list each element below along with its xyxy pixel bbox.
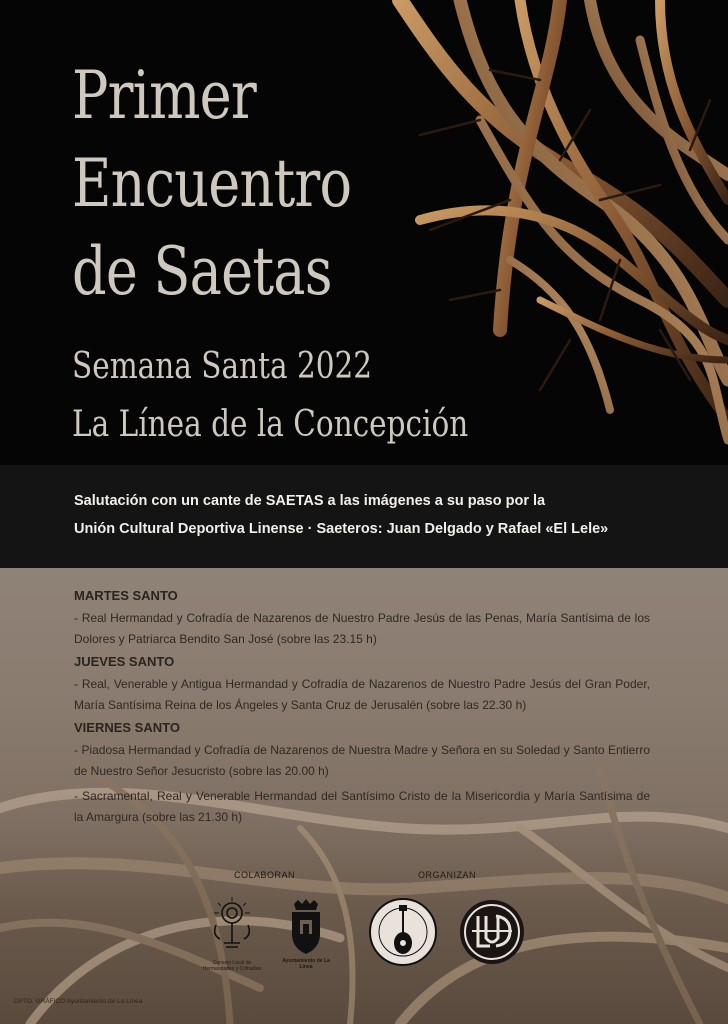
monstrance-logo-icon — [206, 895, 258, 957]
colaboran-label: COLABORAN — [234, 870, 296, 880]
poster-subtitle — [72, 338, 564, 454]
title-line-2: Encuentro — [72, 145, 352, 222]
program-entry: - Real Hermandad y Cofradía de Nazarenos de Nuestro Padre Jesús de las Penas, María Santísima de los Dolores y Patriarca Bendito San José (sobre las 23.15 h) — [74, 611, 650, 646]
title-line-3: de Saetas — [72, 233, 332, 310]
organizan-label: ORGANIZAN — [418, 870, 477, 880]
logo2-caption: Ayuntamiento de La Línea — [282, 958, 330, 970]
day-heading: MARTES SANTO — [74, 588, 178, 603]
hero-section — [0, 0, 728, 465]
program-entry: - Sacramental, Real y Venerable Hermandad del Santísimo Cristo de la Misericordia y María Santísima de la Amargura (sobre las 21.30 h) — [74, 789, 650, 824]
day-heading: VIERNES SANTO — [74, 720, 180, 735]
announcement-line-2: Unión Cultural Deportiva Linense · Saeteros: Juan Delgado y Rafael «El Lele» — [74, 521, 609, 537]
title-line-1: Primer — [72, 57, 256, 134]
announcement-line-1: Salutación con un cante de SAETAS a las imágenes a su paso por la — [74, 493, 546, 509]
subtitle-line-2: La Línea de la Concepción — [72, 404, 469, 445]
program-day-jueves — [74, 654, 650, 716]
day-heading: JUEVES SANTO — [74, 654, 175, 669]
program-day-viernes — [74, 720, 650, 828]
program-entry: - Piadosa Hermandad y Cofradía de Nazarenos de Nuestra Madre y Señora en su Soledad y Santo Entierro de Nuestro Señor Jesucristo (sobre las 20.00 h) — [74, 743, 650, 778]
graphic-credit: DPTO. GRÁFICO Ayuntamiento de La Línea — [14, 998, 143, 1005]
poster-title — [72, 52, 482, 316]
city-shield-logo-icon — [286, 898, 326, 956]
subtitle-line-1: Semana Santa 2022 — [72, 346, 373, 387]
announcement-band — [0, 465, 728, 568]
program-section — [0, 568, 728, 1024]
pena-flamenca-logo-icon — [368, 897, 438, 967]
logo1-caption: Consejo Local de Hermandades y Cofradías — [202, 960, 262, 972]
announcement-text — [74, 487, 694, 543]
ucdl-logo-icon — [458, 898, 526, 966]
program-day-martes — [74, 588, 650, 650]
program-list — [74, 588, 650, 832]
program-entry: - Real, Venerable y Antigua Hermandad y Cofradía de Nazarenos de Nuestro Padre Jesús del Gran Poder, María Santísima Reina de los Ángeles y Santa Cruz de Jerusalén (sobre las 22.30 h) — [74, 677, 650, 712]
